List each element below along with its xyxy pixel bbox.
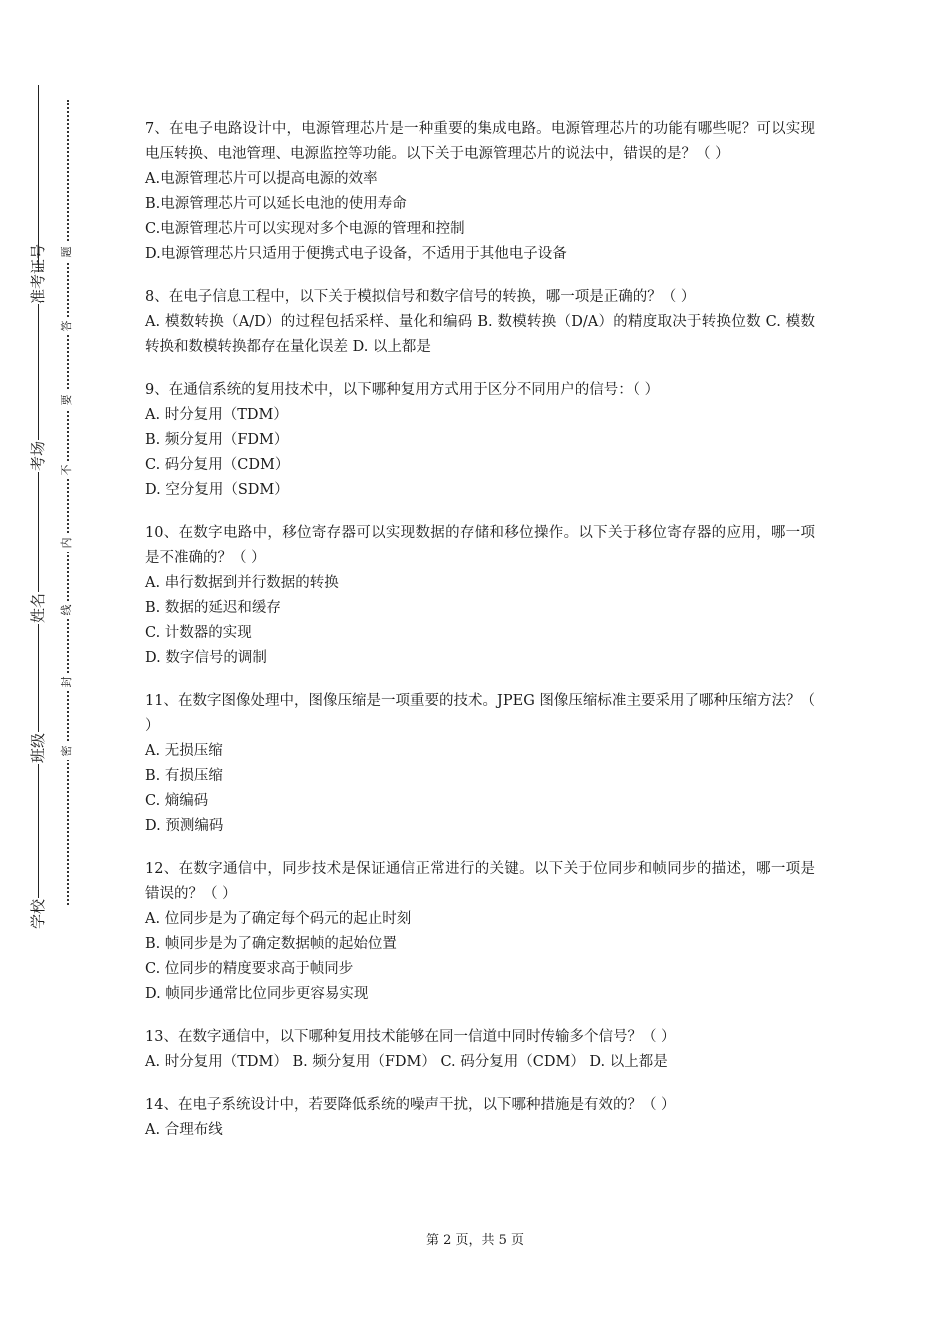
option-c: C. 计数器的实现 bbox=[145, 625, 252, 641]
option-d: D.电源管理芯片只适用于便携式电子设备，不适用于其他电子设备 bbox=[145, 246, 567, 262]
option-a: A. 位同步是为了确定每个码元的起止时刻 bbox=[145, 911, 412, 927]
question-stem: 14、在电子系统设计中，若要降低系统的噪声干扰，以下哪种措施是有效的？（ ） bbox=[145, 1097, 676, 1113]
question-stem: 13、在数字通信中，以下哪种复用技术能够在同一信道中同时传输多个信号？（ ） bbox=[145, 1029, 676, 1045]
binding-solid-line bbox=[38, 85, 39, 925]
option-a: A. 合理布线 bbox=[145, 1122, 223, 1138]
question-stem: 11、在数字图像处理中，图像压缩是一项重要的技术。JPEG 图像压缩标准主要采用了哪种压缩方法？（ ） bbox=[145, 693, 815, 734]
question-14 bbox=[145, 1093, 815, 1143]
option-d: D. 空分复用（SDM） bbox=[145, 482, 289, 498]
question-stem: 12、在数字通信中，同步技术是保证通信正常进行的关键。以下关于位同步和帧同步的描述，哪一项是错误的？（ ） bbox=[145, 861, 815, 902]
question-12 bbox=[145, 857, 815, 1007]
option-c: C. 熵编码 bbox=[145, 793, 209, 809]
option-b: B. 频分复用（FDM） bbox=[145, 432, 289, 448]
question-stem: 10、在数字电路中，移位寄存器可以实现数据的存储和移位操作。以下关于移位寄存器的应用，哪一项是不准确的？（ ） bbox=[145, 525, 815, 566]
option-b: B. 数据的延迟和缓存 bbox=[145, 600, 281, 616]
seal-char: 不 bbox=[59, 461, 75, 479]
seal-char: 封 bbox=[59, 673, 75, 691]
option-c: C. 位同步的精度要求高于帧同步 bbox=[145, 961, 354, 977]
question-list bbox=[145, 117, 815, 1161]
binding-margin bbox=[0, 0, 110, 1344]
option-d: D. 预测编码 bbox=[145, 818, 224, 834]
options-inline: A. 时分复用（TDM） B. 频分复用（FDM） C. 码分复用（CDM） D. 以上都是 bbox=[145, 1054, 668, 1070]
page-footer: 第 2 页，共 5 页 bbox=[425, 1233, 525, 1248]
field-school: 学校 bbox=[22, 898, 54, 930]
option-c: C. 码分复用（CDM） bbox=[145, 457, 290, 473]
option-a: A. 串行数据到并行数据的转换 bbox=[145, 575, 339, 591]
field-class: 班级 bbox=[22, 732, 54, 764]
option-b: B. 帧同步是为了确定数据帧的起始位置 bbox=[145, 936, 397, 952]
seal-char: 题 bbox=[59, 243, 75, 261]
field-exam-room: 考场 bbox=[22, 440, 54, 472]
field-exam-number: 准考证号 bbox=[22, 272, 54, 304]
option-b: B.电源管理芯片可以延长电池的使用寿命 bbox=[145, 196, 407, 212]
seal-dotted-line bbox=[67, 100, 69, 905]
field-name: 姓名 bbox=[22, 592, 54, 624]
option-d: D. 帧同步通常比位同步更容易实现 bbox=[145, 986, 369, 1002]
seal-char: 内 bbox=[59, 534, 75, 552]
seal-char: 答 bbox=[59, 317, 75, 335]
option-a: A. 无损压缩 bbox=[145, 743, 223, 759]
question-stem: 9、在通信系统的复用技术中，以下哪种复用方式用于区分不同用户的信号：（ ） bbox=[145, 382, 660, 398]
question-9 bbox=[145, 378, 815, 503]
question-10 bbox=[145, 521, 815, 671]
question-stem: 7、在电子电路设计中，电源管理芯片是一种重要的集成电路。电源管理芯片的功能有哪些呢？可以实现电压转换、电池管理、电源监控等功能。以下关于电源管理芯片的说法中，错误的是？（ ） bbox=[145, 121, 815, 162]
option-d: D. 数字信号的调制 bbox=[145, 650, 267, 666]
option-a: A. 时分复用（TDM） bbox=[145, 407, 288, 423]
question-11 bbox=[145, 689, 815, 839]
options-inline: A. 模数转换（A/D）的过程包括采样、量化和编码 B. 数模转换（D/A）的精度取决于转换位数 C. 模数转换和数模转换都存在量化误差 D. 以上都是 bbox=[145, 314, 815, 355]
question-8 bbox=[145, 285, 815, 360]
option-b: B. 有损压缩 bbox=[145, 768, 223, 784]
question-7 bbox=[145, 117, 815, 267]
seal-char: 要 bbox=[59, 391, 75, 409]
question-stem: 8、在电子信息工程中，以下关于模拟信号和数字信号的转换，哪一项是正确的？（ ） bbox=[145, 289, 696, 305]
question-13 bbox=[145, 1025, 815, 1075]
seal-char: 线 bbox=[59, 601, 75, 619]
option-c: C.电源管理芯片可以实现对多个电源的管理和控制 bbox=[145, 221, 465, 237]
seal-char: 密 bbox=[59, 742, 75, 760]
option-a: A.电源管理芯片可以提高电源的效率 bbox=[145, 171, 378, 187]
